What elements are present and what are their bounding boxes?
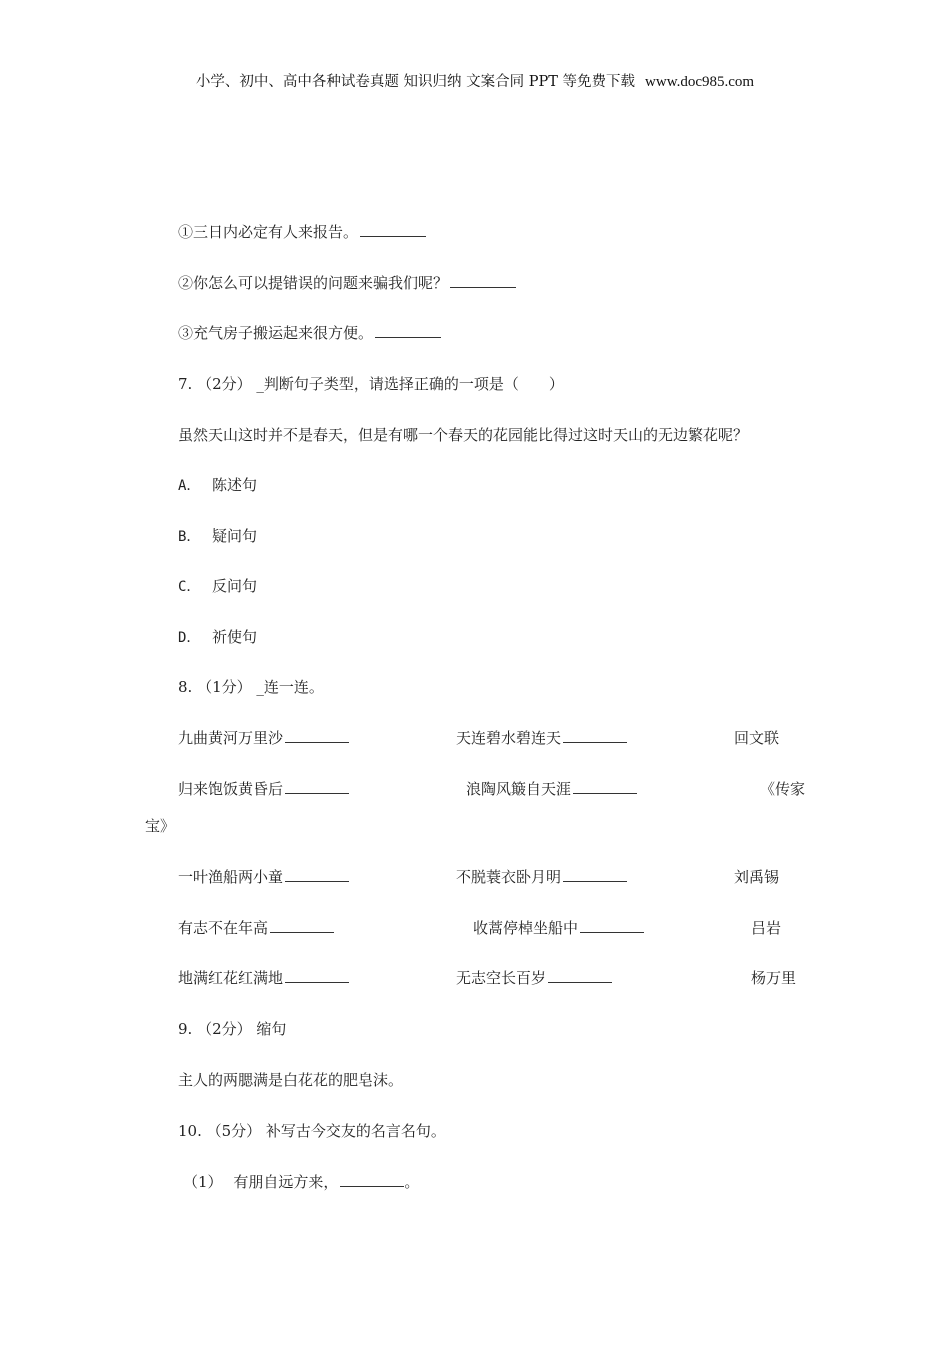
option-letter: B． (178, 529, 201, 545)
q6-item-3-text: ③充气房子搬运起来很方便。 (178, 324, 374, 342)
answer-blank[interactable] (563, 728, 627, 743)
q10-item-1 (183, 1172, 419, 1192)
q7-option-a[interactable] (178, 475, 257, 496)
q8-row-2-right: 《传家 (760, 780, 806, 798)
q8-row-4-mid (473, 918, 644, 938)
q6-item-2 (178, 273, 516, 293)
option-text: 反问句 (212, 577, 258, 595)
q6-item-1-text: ①三日内必定有人来报告。 (178, 223, 359, 241)
q9-sentence: 主人的两腮满是白花花的肥皂沫。 (178, 1071, 404, 1089)
match-text: 地满红花红满地 (178, 969, 284, 987)
q7-title: 7. （2分） _判断句子类型，请选择正确的一项是（ ） (178, 375, 564, 393)
q7-sentence: 虽然天山这时并不是春天，但是有哪一个春天的花园能比得过这时天山的无边繁花呢？ (178, 426, 749, 444)
match-text: 无志空长百岁 (456, 969, 547, 987)
match-text: 九曲黄河万里沙 (178, 729, 284, 747)
q8-row-1-mid (456, 728, 627, 748)
option-text: 祈使句 (212, 628, 258, 646)
q8-row-4-left (178, 918, 334, 938)
q6-item-2-text: ②你怎么可以提错误的问题来骗我们呢？ (178, 274, 449, 292)
q10-item-1-end: 。 (404, 1173, 420, 1191)
match-text: 归来饱饭黄昏后 (178, 780, 284, 798)
match-text: 不脱蓑衣卧月明 (456, 868, 562, 886)
q8-row-5-mid (456, 968, 612, 988)
answer-blank[interactable] (285, 968, 349, 983)
q8-row-2-mid (466, 779, 637, 799)
q7-option-d[interactable] (178, 627, 257, 648)
q8-row-4-right: 吕岩 (751, 919, 782, 937)
option-text: 陈述句 (212, 476, 258, 494)
header-site: www.doc985.com (645, 74, 755, 90)
answer-blank[interactable] (285, 779, 349, 794)
answer-blank[interactable] (340, 1172, 404, 1187)
q8-row-1-right: 回文联 (734, 729, 780, 747)
answer-blank[interactable] (360, 222, 426, 237)
option-letter: A． (178, 478, 201, 494)
match-text: 有志不在年高 (178, 919, 269, 937)
match-text: 浪陶风簸自天涯 (466, 780, 572, 798)
q9-title: 9. （2分） 缩句 (178, 1020, 287, 1038)
q8-row-1-left (178, 728, 349, 748)
q6-item-3 (178, 323, 441, 343)
q8-row-5-right: 杨万里 (751, 969, 797, 987)
answer-blank[interactable] (573, 779, 637, 794)
q7-option-b[interactable] (178, 526, 257, 547)
q8-row-3-left (178, 867, 349, 887)
answer-blank[interactable] (375, 323, 441, 338)
answer-blank[interactable] (580, 918, 644, 933)
page-header (0, 70, 950, 91)
q10-item-1-label: （1） (183, 1173, 223, 1191)
q8-row-2-right-wrap: 宝》 (145, 817, 176, 835)
q7-option-c[interactable] (178, 576, 257, 597)
answer-blank[interactable] (548, 968, 612, 983)
match-text: 一叶渔船两小童 (178, 868, 284, 886)
answer-blank[interactable] (270, 918, 334, 933)
answer-blank[interactable] (285, 728, 349, 743)
q6-item-1 (178, 222, 426, 242)
match-text: 收蒿停棹坐船中 (473, 919, 579, 937)
option-letter: C． (178, 579, 201, 595)
q8-row-3-right: 刘禹锡 (734, 868, 780, 886)
option-letter: D． (178, 630, 201, 646)
match-text: 天连碧水碧连天 (456, 729, 562, 747)
option-text: 疑问句 (212, 527, 258, 545)
q8-row-5-left (178, 968, 349, 988)
q10-item-1-text: 有朋自远方来， (233, 1173, 339, 1191)
answer-blank[interactable] (285, 867, 349, 882)
answer-blank[interactable] (450, 273, 516, 288)
q8-row-2-left (178, 779, 349, 799)
header-text: 小学、初中、高中各种试卷真题 知识归纳 文案合同 PPT 等免费下载 (195, 74, 636, 90)
q8-row-3-mid (456, 867, 627, 887)
q8-title: 8. （1分） _连一连。 (178, 678, 324, 696)
answer-blank[interactable] (563, 867, 627, 882)
q10-title: 10. （5分） 补写古今交友的名言名句。 (178, 1122, 446, 1140)
